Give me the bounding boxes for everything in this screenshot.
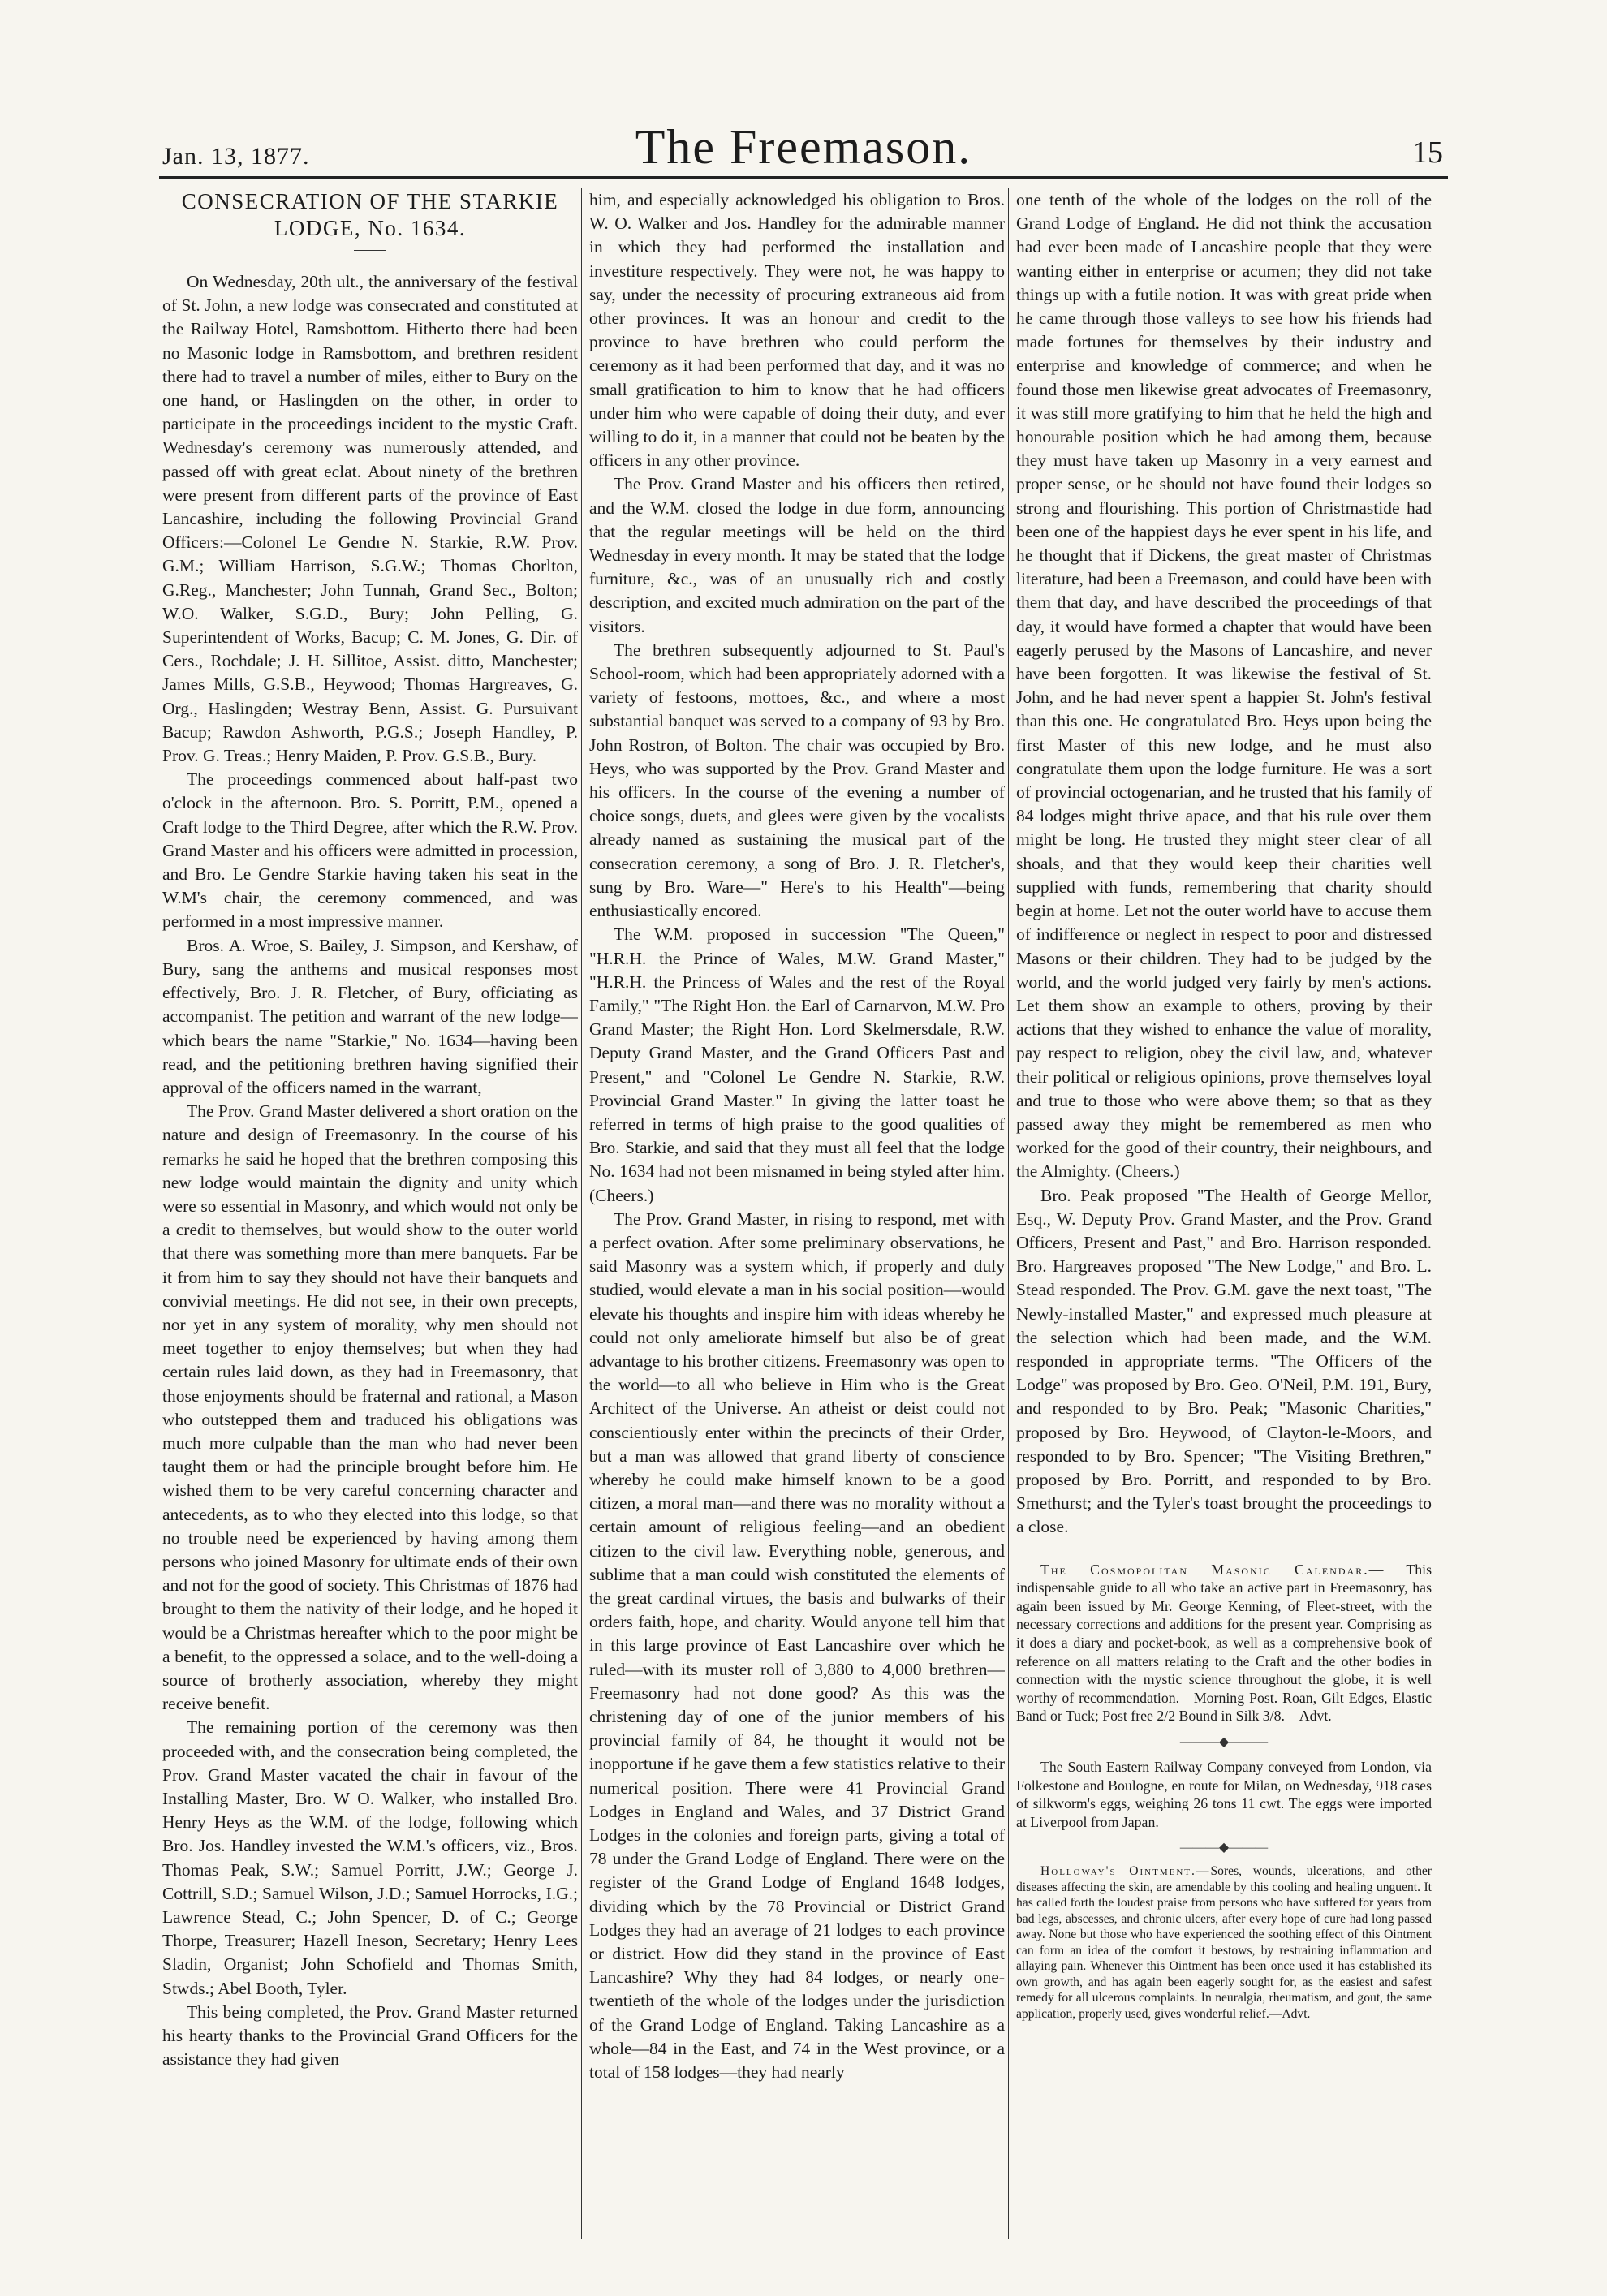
article-paragraph: The Prov. Grand Master and his officers then retired, and the W.M. closed the lodge in due form, announcing that the regular meetings will be held on the third Wednesday in every month. It may be stated that the lodge furniture, &c., was of an unusually rich and costly description, and excited much admiration on the part of the visitors. [589,474,1005,636]
article-paragraph: This being completed, the Prov. Grand Master returned his hearty thanks to the Provincial Grand Officers for the assistance they had given [162,2001,578,2070]
column-divider [1008,188,1009,2239]
ornament-divider: ———◆——— [1179,1841,1269,1855]
column-1 [162,188,578,2247]
calendar-advert [1016,1561,1432,1725]
article-headline: CONSECRATION OF THE STARKIE LODGE, No. 1634. [181,189,559,240]
headline-rule [354,250,386,251]
spacer [1016,1540,1432,1561]
page-number: 15 [1412,136,1443,170]
issue-date: Jan. 13, 1877. [162,143,310,170]
column-divider [581,188,582,2239]
article-paragraph: The Prov. Grand Master delivered a short oration on the nature and design of Freemasonry. In the course of his remarks he said he hoped that the brethren composing this new lodge would maintain the dignity and unity which were so essential in Masonry, and which would not only be a credit to themselves, but would show to the outer world that there was something more than mere banquets. Far be it from him to say they should not have their banquets and convivial meetings. He did not see, in their own precepts, nor yet in any system of morality, why men should not meet together to enjoy themselves; but when they had certain rules laid down, as they had in Freemasonry, that those enjoyments should be fraternal and rational, a Mason who outstepped them and traduced his obligations was much more culpable than the man who had never been taught them or had the principle brought before him. He wished them to be very careful concerning character and antecedents, as to who they elected into this lodge, so that no trouble need be experienced by having among them persons who joined Masonry for ultimate ends of their own and not for the good of society. This Christmas of 1876 had brought to them the nativity of their lodge, and he hoped it would be a Christmas hereafter which to the poor might be a benefit, to the oppressed a solace, and to the well-doing a source of brotherly association, whereby they might receive benefit. [162,1101,578,1714]
article-paragraph: The Prov. Grand Master, in rising to respond, met with a perfect ovation. After some preliminary observations, he said Masonry was a system which, if properly and duly studied, would elevate a man in his social position—would elevate his thoughts and inspire him with ideas whereby he could not only ameliorate himself but also be of great advantage to his brother citizens. Freemasonry was open to the world—to all who believe in Him who is the Great Architect of the Universe. An atheist or deist could not conscientiously enter within the precincts of their Order, but a man was allowed that grand liberty of conscience whereby he could make himself known to be a good citizen, a moral man—and there was no morality without a certain amount of religious feeling—and an obedient citizen to the civil law. Everything noble, generous, and sublime that a man could wish constituted the elements of the great cardinal virtues, the basis and bulwarks of their orders faith, hope, and charity. Would anyone tell him that in this large province of East Lancashire over which he ruled—with its muster roll of 3,880 to 4,000 brethren—Freemasonry had not done good? As this was the christening day of one of the junior members of his provincial family of 84, he thought it would not be inopportune if he gave them a few statistics relative to their numerical position. There were 41 Provincial Grand Lodges in England and Wales, and 37 District Grand Lodges in the colonies and foreign parts, giving a total of 78 under the Grand Lodge of England. There were on the register of the Grand Lodge of England 1648 lodges, dividing which by the 78 Provincial or District Grand Lodges they had an average of 21 lodges to each province or district. How did they stand in the province of East Lancashire? Why they had 84 lodges, or nearly one-twentieth of the whole of the lodges under the jurisdiction of the Grand Lodge of England. Taking Lancashire as a whole—84 in the East, and 74 in the West province, or a total of 158 lodges—they had nearly [589,1208,1005,2083]
article-paragraph: The brethren subsequently adjourned to St. Paul's School-room, which had been appropriately adorned with a variety of festoons, mottoes, &c., and where a most substantial banquet was served to a company of 93 by Bro. John Rostron, of Bolton. The chair was occupied by Bro. Heys, who was supported by the Prov. Grand Master and his officers. In the course of the evening a number of choice songs, duets, and glees were given by the vocalists already named as sustaining the musical part of the consecration ceremony, a song of Bro. J. R. Fletcher's, sung by Bro. Ware—" Here's to his Health"—being enthusiastically encored. [589,640,1005,921]
holloway-advert [1016,1863,1432,2022]
advert-heading: Holloway's Ointment.— [1040,1864,1211,1879]
railway-notice [1016,1758,1432,1831]
advert-body: This indispensable guide to all who take an active part in Freemasonry, has again been issued by Mr. George Kenning, of Fleet-street, with the necessary corrections and additions for the present year. Comprising as it does a diary and pocket-book, as well as a comprehensive book of reference on all matters relating to the Craft and the other bodies in connection with the mystic science throughout the globe, it is well worthy of recommendation.—Morning Post. Roan, Gilt Edges, Elastic Band or Tuck; Post free 2/2 Bound in Silk 3/8.—Advt. [1016,1561,1432,1725]
article-paragraph: one tenth of the whole of the lodges on the roll of the Grand Lodge of England. He did not think the accusation had ever been made of Lancashire people that they were wanting either in enterprise or acumen; they did not take things up with a futile notion. It was with great pride when he came through those valleys to see how his friends had made fortunes for themselves by their industry and enterprise and knowledge of commerce; and when he found those men likewise great advocates of Freemasonry, it was still more gratifying to him that he held the high and honourable position which he had among them, because they must have taken up Masonry in a very earnest and proper sense, or he should not have found their lodges so strong and flourishing. This portion of Christmastide had been one of the happiest days he ever spent in his life, and he thought that if Dickens, the great master of Christmas literature, had been a Freemason, and could have been with them that day, and have described the proceedings of that day, it would have formed a chapter that would have been eagerly perused by the Masons of Lancashire, and never have been forgotten. It was likewise the festival of St. John, and he had never spent a happier St. John's festival than this one. He congratulated Bro. Heys upon being the first Master of this new lodge, and he must also congratulate them upon the lodge furniture. He was a sort of provincial octogenarian, and he trusted that his family of 84 lodges might thrive apace, and that his rule over them might be long. He trusted they might steer clear of all shoals, and that they would keep their charities well supplied with funds, remembering that charity should begin at home. Let not the outer world have to accuse them of indifference or neglect in respect to poor and distressed Masons or their children. They had to be judged by the world, and the world judged very fairly by men's actions. Let them show an example to others, proving by their actions that they wished to enhance the value of morality, pay respect to religion, obey the civil law, and, whatever their political or religious opinions, prove themselves loyal and true to those who were above them; so that as they passed away they might be remembered as men who worked for the good of their country, their neighbours, and the Almighty. (Cheers.) [1016,190,1432,1182]
article-paragraph: Bro. Peak proposed "The Health of George Mellor, Esq., W. Deputy Prov. Grand Master, and the Prov. Grand Officers, Present and Past," and Bro. Harrison responded. Bro. Hargreaves proposed "The New Lodge," and Bro. L. Stead responded. The Prov. G.M. gave the next toast, "The Newly-installed Master," and expressed much pleasure at the selection which had been made, and the W.M. responded in appropriate terms. "The Officers of the Lodge" was proposed by Bro. Geo. O'Neil, P.M. 191, Bury, and responded to by Bro. Peak; "Masonic Charities," proposed by Bro. Heywood, of Clayton-le-Moors, and responded to by Bro. Spencer; "The Visiting Brethren," proposed by Bro. Porritt, and responded to by Bro. Smethurst; and the Tyler's toast brought the proceedings to a close. [1016,1185,1432,1537]
article-paragraph: The proceedings commenced about half-past two o'clock in the afternoon. Bro. S. Porritt, P.M., opened a Craft lodge to the Third Degree, after which the R.W. Prov. Grand Master and his officers were admitted in procession, and Bro. Le Gendre Starkie having taken his seat in the W.M's chair, the ceremony commenced, and was performed in a most impressive manner. [162,769,578,932]
advert-body: Sores, wounds, ulcerations, and other diseases affecting the skin, are amendable by this cooling and healing unguent. It has called forth the loudest praise from persons who have suffered for years from bad legs, abscesses, and chronic ulcers, after every hope of cure had long passed away. None but those who have experienced the soothing effect of this Ointment can form an idea of the comfort it bestows, by restraining inflammation and allaying pain. Whenever this Ointment has been once used it has established its own growth, and has again been eagerly sought for, as the easiest and safest remedy for all ulcerous complaints. In neuralgia, rheumatism, and gout, the same application, properly used, gives wonderful relief.—Advt. [1016,1864,1432,2021]
column-3 [1016,188,1432,2247]
notice-body: The South Eastern Railway Company conveyed from London, via Folkestone and Boulogne, en route for Milan, on Wednesday, 918 cases of silkworm's eggs, weighing 26 tons 11 cwt. The eggs were imported at Liverpool from Japan. [1016,1758,1432,1830]
article-paragraph: him, and especially acknowledged his obligation to Bros. W. O. Walker and Jos. Handley for the admirable manner in which they had performed the installation and investiture respectively. They were not, he was happy to say, under the necessity of procuring extraneous aid from other provinces. It was an honour and credit to the province to have brethren who could perform the ceremony as it had been performed that day, and it was no small gratification to him to know that he had officers under him who were capable of doing their duty, and ever willing to do it, in a manner that could not be beaten by the officers in any other province. [589,190,1005,471]
advert-heading: The Cosmopolitan Masonic Calendar.— [1040,1561,1385,1578]
masthead-rule [159,176,1448,179]
article-paragraph: On Wednesday, 20th ult., the anniversary of the festival of St. John, a new lodge was consecrated and constituted at the Railway Hotel, Ramsbottom. Hitherto there had been no Masonic lodge in Ramsbottom, and brethren resident there had to travel a number of miles, either to Bury on the one hand, or Haslingden on the other, in order to participate in the proceedings incident to the mystic Craft. Wednesday's ceremony was numerously attended, and passed off with great eclat. About ninety of the brethren were present from different parts of the province of East Lancashire, including the following Provincial Grand Officers:—Colonel Le Gendre N. Starkie, R.W. Prov. G.M.; William Harrison, S.G.W.; Thomas Chorlton, G.Reg., Manchester; John Tunnah, Grand Sec., Bolton; W.O. Walker, S.G.D., Bury; John Pelling, G. Superintendent of Works, Bacup; C. M. Jones, G. Dir. of Cers., Rochdale; J. H. Sillitoe, Assist. ditto, Manchester; James Mills, G.S.B., Heywood; Thomas Hargreaves, G. Org., Haslingden; Westray Benn, Assist. G. Pursuivant Bacup; Rawdon Ashworth, P.G.S.; Joseph Handley, P. Prov. G. Treas.; Henry Maiden, P. Prov. G.S.B., Bury. [162,272,578,766]
article-paragraph: Bros. A. Wroe, S. Bailey, J. Simpson, and Kershaw, of Bury, sang the anthems and musical responses most effectively, Bro. J. R. Fletcher, of Bury, officiating as accompanist. The petition and warrant of the new lodge—which bears the name "Starkie," No. 1634—having been read, and the petitioning brethren having signified their approval of the officers named in the warrant, [162,935,578,1097]
article-paragraph: The remaining portion of the ceremony was then proceeded with, and the consecration being completed, the Prov. Grand Master vacated the chair in favour of the Installing Master, Bro. W O. Walker, who installed Bro. Henry Heys as the W.M. of the lodge, following which Bro. Jos. Handley invested the W.M.'s officers, viz., Bros. Thomas Peak, S.W.; Samuel Porritt, J.W.; George J. Cottrill, S.D.; Samuel Wilson, J.D.; Samuel Horrocks, I.G.; Lawrence Stead, C.; John Spencer, D. of C.; George Thorpe, Treasurer; Hazell Ineson, Secretary; Henry Lees Sladin, Organist; John Schofield and Thomas Smith, Stwds.; Abel Booth, Tyler. [162,1717,578,1998]
masthead [159,114,1448,175]
newspaper-title: The Freemason. [635,120,972,174]
column-2 [589,188,1005,2247]
article-paragraph: The W.M. proposed in succession "The Queen," "H.R.H. the Prince of Wales, M.W. Grand Master," "H.R.H. the Princess of Wales and the rest of the Royal Family," "The Right Hon. the Earl of Carnarvon, M.W. Pro Grand Master; the Right Hon. Lord Skelmersdale, R.W. Deputy Grand Master, and the Grand Officers Past and Present," and "Colonel Le Gendre N. Starkie, R.W. Provincial Grand Master." In giving the latter toast he referred in terms of high praise to the good qualities of Bro. Starkie, and said that they must all feel that the lodge No. 1634 had not been misnamed in being styled after him. (Cheers.) [589,924,1005,1205]
ornament-divider: ———◆——— [1179,1734,1269,1749]
